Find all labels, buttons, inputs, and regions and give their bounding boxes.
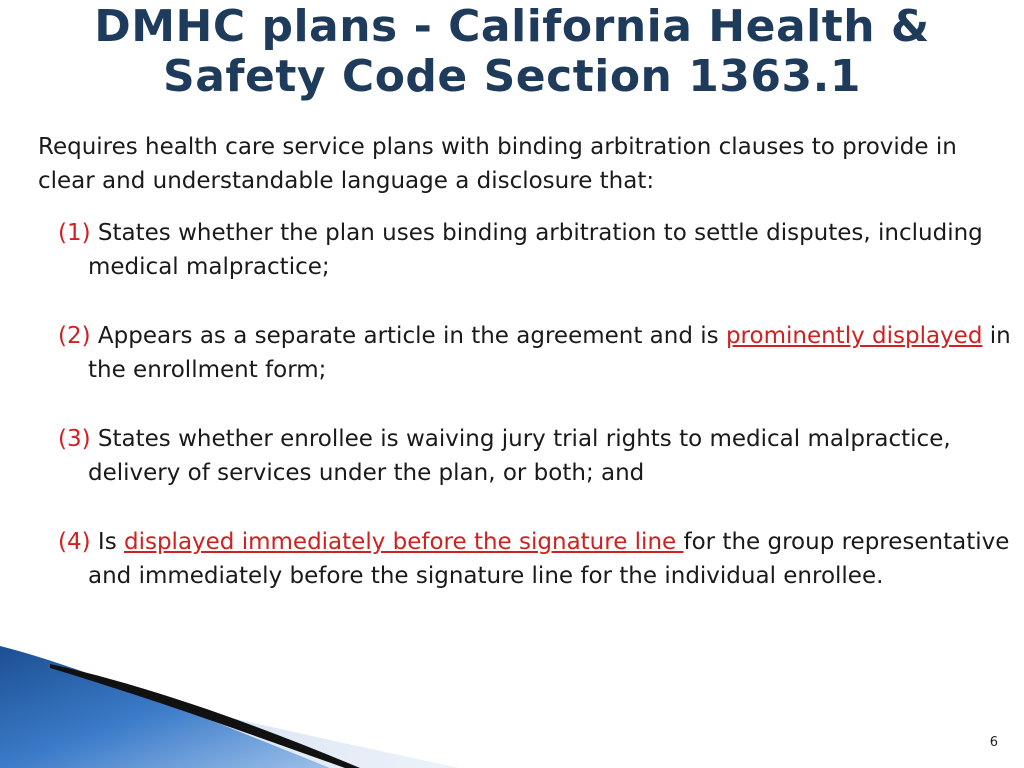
item-text: States whether enrollee is waiving jury trial rights to medical malpractice, delivery of services under the plan, or both; and <box>88 426 951 486</box>
decorative-swoosh <box>0 646 460 768</box>
highlighted-text: displayed immediately before the signature line <box>123 529 684 555</box>
list-item <box>58 319 1018 387</box>
item-text: Is <box>90 529 124 555</box>
swoosh-blue-band <box>0 646 330 768</box>
item-number: (1) <box>58 220 91 246</box>
list-item <box>58 525 1018 593</box>
disclosure-list <box>58 216 1018 628</box>
item-number: (4) <box>58 529 91 555</box>
slide-title-line-1: DMHC plans - California Health & <box>94 1 930 52</box>
item-number: (3) <box>58 426 91 452</box>
list-item <box>58 216 1018 284</box>
page-number: 6 <box>989 735 998 750</box>
item-text-after: for the group representative and immediately before the signature line for the individual enrollee. <box>88 529 1010 589</box>
item-number: (2) <box>58 323 91 349</box>
item-text-after: in the enrollment form; <box>88 323 1011 383</box>
item-text: Appears as a separate article in the agreement and is <box>90 323 726 349</box>
slide-title-line-2: Safety Code Section 1363.1 <box>163 51 861 102</box>
item-text: States whether the plan uses binding arbitration to settle disputes, including medical malpractice; <box>88 220 983 280</box>
intro-paragraph: Requires health care service plans with binding arbitration clauses to provide in clear and understandable language a disclosure that: <box>38 134 957 194</box>
list-item <box>58 422 1018 490</box>
slide-title <box>0 0 1024 102</box>
highlighted-text: prominently displayed <box>725 323 983 349</box>
